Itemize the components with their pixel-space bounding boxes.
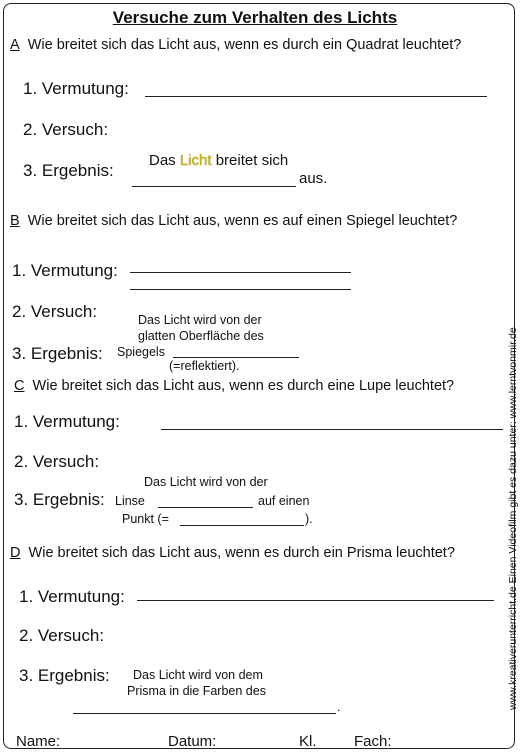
result-c-line2a: Linse	[115, 494, 145, 508]
highlight-word: Licht	[179, 152, 212, 169]
ergebnis-b-label: 3. Ergebnis:	[12, 344, 103, 363]
side-note: www.kreativerunterricht.de Einen Videofilm gibt es dazu unter: www.lerntvonmir.de	[507, 327, 519, 710]
footer-klasse-label: Kl.	[299, 733, 317, 750]
result-a-blank[interactable]	[132, 186, 296, 187]
footer-fach-line[interactable]	[399, 748, 497, 749]
footer-klasse-line[interactable]	[323, 748, 348, 749]
result-b-line2: glatten Oberfläche des	[138, 329, 264, 343]
vermutung-a-line[interactable]	[145, 96, 487, 97]
question-a: A Wie breitet sich das Licht aus, wenn es durch ein Quadrat leuchtet?	[10, 37, 462, 53]
result-d-end: .	[337, 700, 341, 714]
vermutung-b-line-2[interactable]	[130, 289, 351, 290]
result-b-blank[interactable]	[173, 357, 299, 358]
footer-name-line[interactable]	[65, 748, 164, 749]
worksheet-title: Versuche zum Verhalten des Lichts	[112, 8, 398, 27]
result-d-blank[interactable]	[73, 713, 336, 714]
result-c-line3a: Punkt (=	[122, 512, 169, 526]
footer-datum-line[interactable]	[224, 748, 294, 749]
result-d-line1: Das Licht wird von dem	[133, 668, 263, 682]
result-b-line4: (=reflektiert).	[169, 359, 240, 373]
versuch-d-label: 2. Versuch:	[19, 626, 105, 645]
ergebnis-d-label: 3. Ergebnis:	[19, 666, 110, 685]
result-b-line1: Das Licht wird von der	[138, 313, 262, 327]
versuch-b-label: 2. Versuch:	[12, 302, 98, 321]
footer-datum-label: Datum:	[168, 733, 217, 750]
vermutung-a-label: 1. Vermutung:	[23, 79, 129, 98]
footer-fach-label: Fach:	[354, 733, 392, 750]
vermutung-d-label: 1. Vermutung:	[19, 587, 125, 606]
result-a-text: Das Licht breitet sich	[149, 152, 289, 169]
vermutung-b-line-1[interactable]	[130, 272, 351, 273]
result-c-line3b: ).	[305, 512, 313, 526]
vermutung-d-line[interactable]	[137, 600, 494, 601]
result-a-end: aus.	[299, 170, 328, 187]
result-c-line1: Das Licht wird von der	[144, 475, 268, 489]
question-b: B Wie breitet sich das Licht aus, wenn es auf einen Spiegel leuchtet?	[10, 213, 458, 229]
result-c-line2b: auf einen	[258, 494, 310, 508]
result-d-line2: Prisma in die Farben des	[127, 684, 266, 698]
vermutung-c-line[interactable]	[161, 429, 503, 430]
result-c-blank-1[interactable]	[158, 507, 253, 508]
question-c: C Wie breitet sich das Licht aus, wenn es durch eine Lupe leuchtet?	[14, 378, 455, 394]
footer-name-label: Name:	[16, 733, 61, 750]
versuch-a-label: 2. Versuch:	[23, 120, 109, 139]
vermutung-c-label: 1. Vermutung:	[14, 412, 120, 431]
ergebnis-c-label: 3. Ergebnis:	[14, 490, 105, 509]
ergebnis-a-label: 3. Ergebnis:	[23, 161, 114, 180]
question-d: D Wie breitet sich das Licht aus, wenn es durch ein Prisma leuchtet?	[10, 545, 455, 561]
vermutung-b-label: 1. Vermutung:	[12, 261, 118, 280]
result-b-line3: Spiegels	[117, 345, 165, 359]
versuch-c-label: 2. Versuch:	[14, 452, 100, 471]
result-c-blank-2[interactable]	[180, 525, 304, 526]
